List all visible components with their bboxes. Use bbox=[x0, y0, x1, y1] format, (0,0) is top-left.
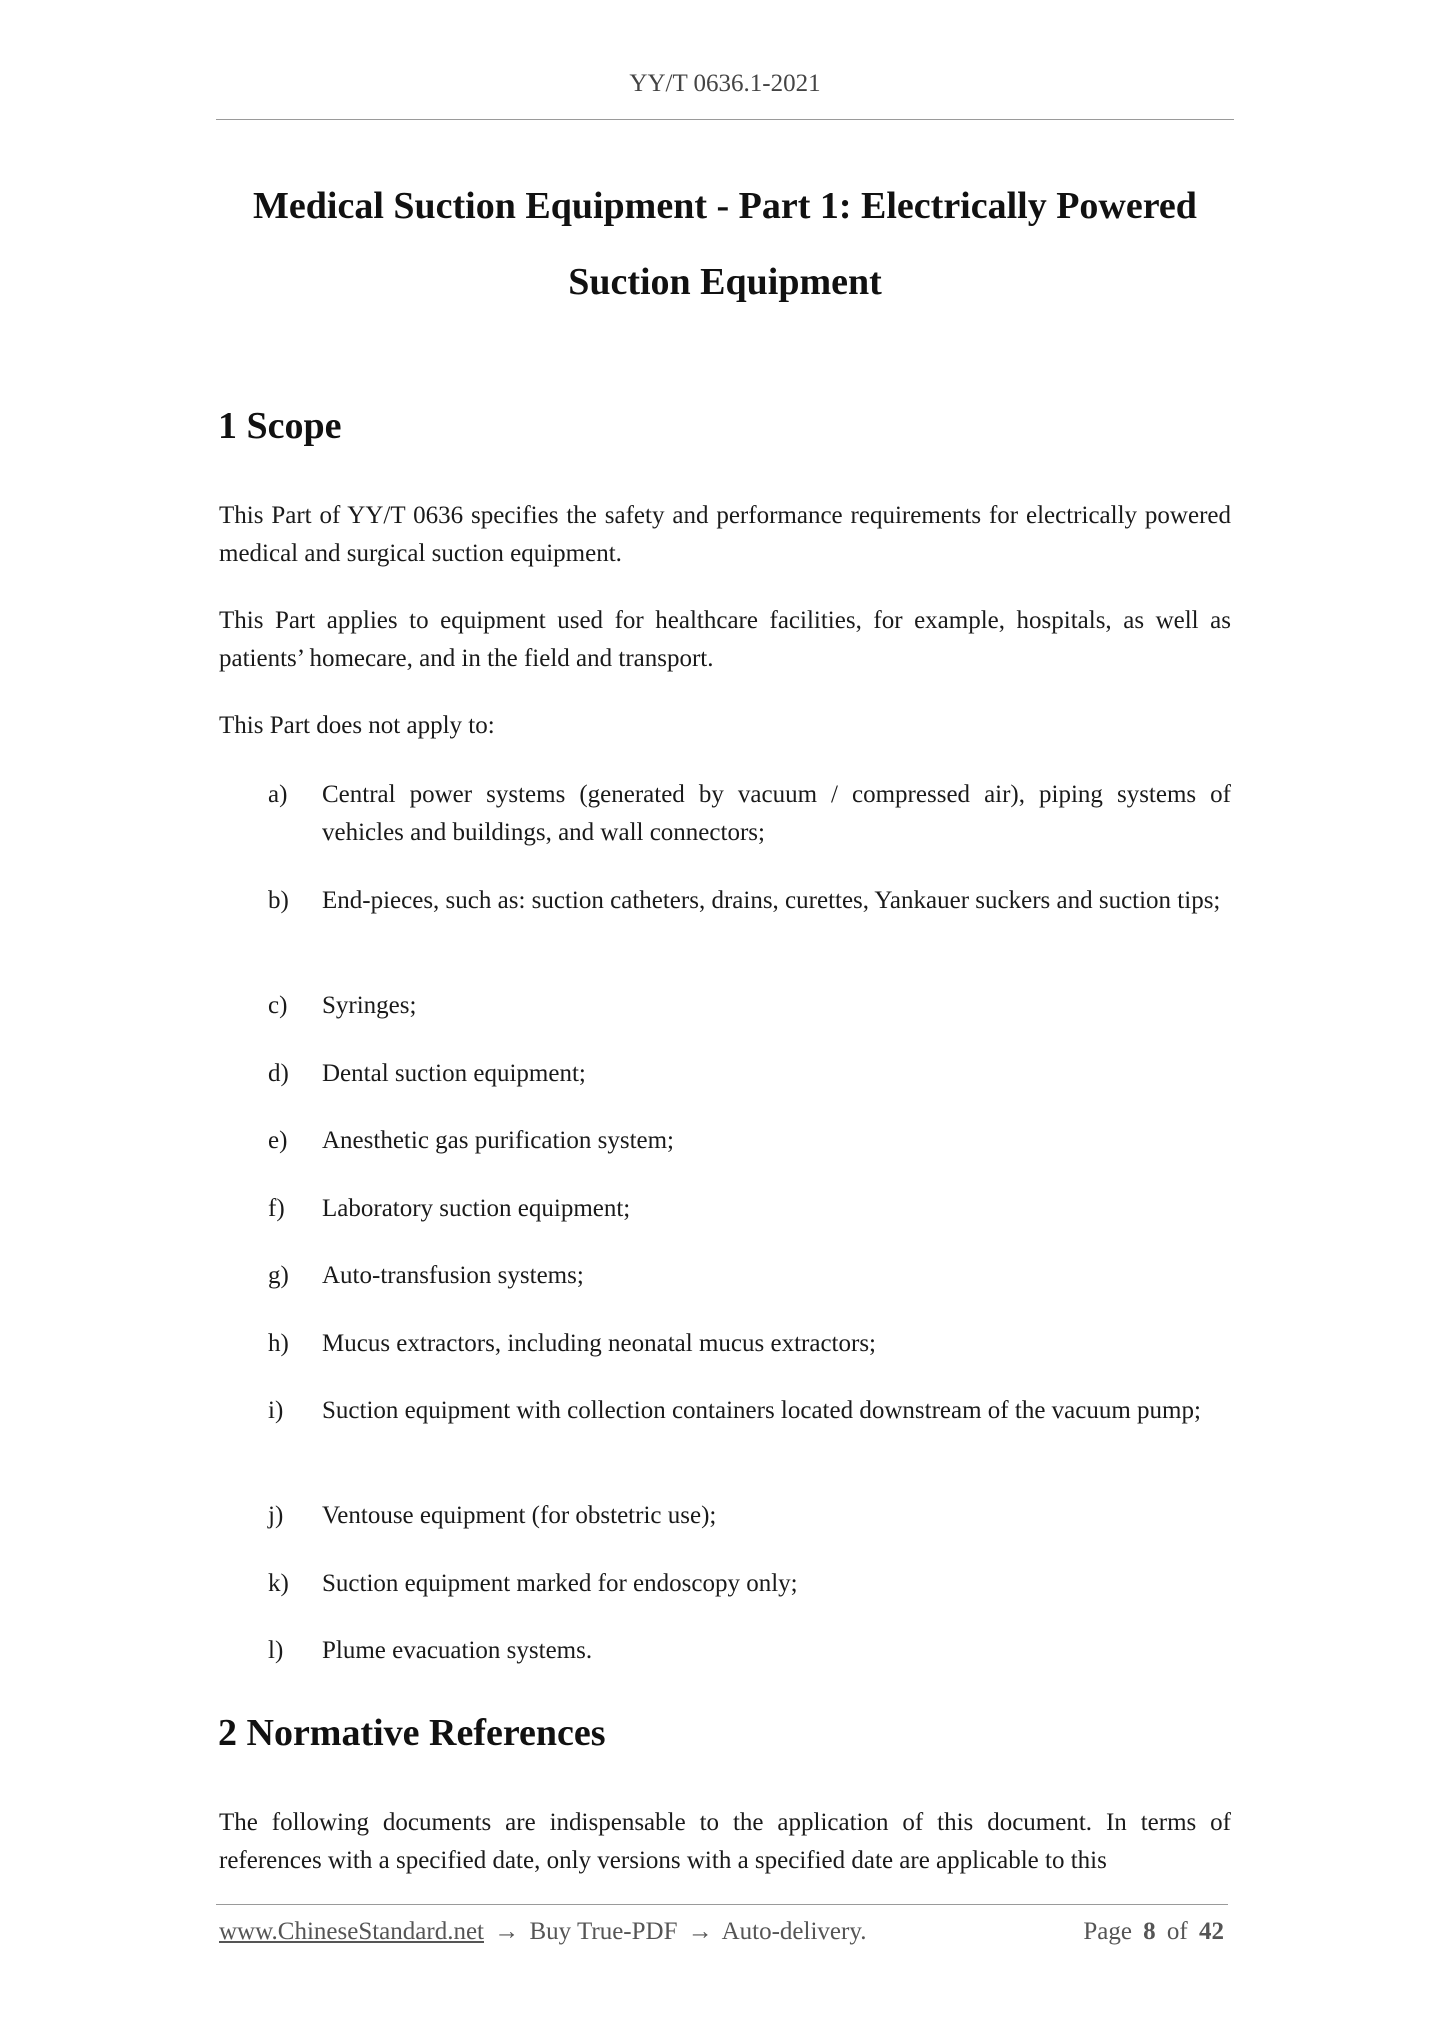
section-heading-scope: 1 Scope bbox=[218, 405, 342, 447]
exclusion-list-item-a bbox=[268, 776, 1231, 852]
list-marker: i) bbox=[268, 1397, 284, 1424]
page-of-label: of bbox=[1166, 1918, 1188, 1945]
list-marker: b) bbox=[268, 887, 289, 914]
list-marker: a) bbox=[268, 781, 288, 808]
exclusion-list-item-g bbox=[268, 1257, 1231, 1295]
list-marker: l) bbox=[268, 1637, 284, 1664]
list-item-text: Mucus extractors, including neonatal mucus extractors; bbox=[322, 1330, 877, 1357]
exclusion-list-item-k bbox=[268, 1565, 1231, 1603]
list-item-text: Auto-transfusion systems; bbox=[322, 1262, 584, 1289]
document-title-line-2: Suction Equipment bbox=[568, 261, 882, 303]
exclusion-list-item-e bbox=[268, 1122, 1231, 1160]
exclusion-list-item-i bbox=[268, 1392, 1231, 1430]
arrow-right-icon: → bbox=[494, 1918, 520, 1945]
site-link[interactable]: www.ChineseStandard.net bbox=[219, 1918, 484, 1945]
page-header-standard-code: YY/T 0636.1-2021 bbox=[629, 70, 821, 97]
list-marker: g) bbox=[268, 1262, 289, 1289]
exclusion-list-item-j bbox=[268, 1497, 1231, 1535]
list-marker: e) bbox=[268, 1127, 288, 1154]
section-heading-normative-references: 2 Normative References bbox=[218, 1712, 606, 1754]
list-item-text: Dental suction equipment; bbox=[322, 1060, 586, 1087]
document-title-line-1: Medical Suction Equipment - Part 1: Electrically Powered bbox=[253, 185, 1197, 227]
footer-divider bbox=[216, 1904, 1228, 1905]
page-label: Page bbox=[1083, 1918, 1132, 1945]
list-marker: h) bbox=[268, 1330, 289, 1357]
list-item-text: Plume evacuation systems. bbox=[322, 1637, 593, 1664]
exclusion-list-item-c bbox=[268, 987, 1231, 1025]
exclusion-list-item-l bbox=[268, 1632, 1231, 1670]
list-item-text: Anesthetic gas purification system; bbox=[322, 1127, 675, 1154]
list-marker: c) bbox=[268, 992, 288, 1019]
scope-paragraph-1: This Part of YY/T 0636 specifies the safety and performance requirements for electrically powered medical and surgical suction equipment. bbox=[219, 502, 1231, 567]
buy-true-pdf-text: Buy True-PDF bbox=[529, 1918, 678, 1945]
list-item-text: Ventouse equipment (for obstetric use); bbox=[322, 1502, 717, 1529]
exclusion-list-item-d bbox=[268, 1055, 1231, 1093]
exclusion-list-item-f bbox=[268, 1190, 1231, 1228]
scope-paragraph-3: This Part does not apply to: bbox=[219, 712, 495, 739]
exclusion-list-item-h bbox=[268, 1325, 1231, 1363]
list-item-text: End-pieces, such as: suction catheters, drains, curettes, Yankauer suckers and suction tips; bbox=[322, 887, 1221, 914]
auto-delivery-text: Auto-delivery. bbox=[721, 1918, 867, 1945]
document-title bbox=[216, 168, 1234, 320]
list-marker: d) bbox=[268, 1060, 289, 1087]
list-marker: j) bbox=[268, 1502, 284, 1529]
header-divider bbox=[216, 119, 1234, 120]
list-item-text: Laboratory suction equipment; bbox=[322, 1195, 631, 1222]
page-footer bbox=[219, 1918, 1229, 1946]
exclusion-list-item-b bbox=[268, 882, 1231, 920]
list-item-text: Central power systems (generated by vacuum / compressed air), piping systems of vehicles and buildings, and wall connectors; bbox=[322, 781, 1231, 846]
list-item-text: Suction equipment marked for endoscopy only; bbox=[322, 1570, 798, 1597]
list-marker: k) bbox=[268, 1570, 289, 1597]
list-item-text: Suction equipment with collection containers located downstream of the vacuum pump; bbox=[322, 1397, 1201, 1424]
page-number-indicator bbox=[1083, 1918, 1229, 1946]
normative-paragraph-1: The following documents are indispensable to the application of this document. In terms of references with a specified date, only versions with a specified date are applicable to this bbox=[219, 1809, 1231, 1874]
list-item-text: Syringes; bbox=[322, 992, 417, 1019]
list-marker: f) bbox=[268, 1195, 285, 1222]
arrow-right-icon: → bbox=[687, 1918, 713, 1945]
total-pages-number: 42 bbox=[1199, 1918, 1224, 1945]
current-page-number: 8 bbox=[1143, 1918, 1156, 1945]
scope-paragraph-2: This Part applies to equipment used for healthcare facilities, for example, hospitals, as well as patients’ homecare, and in the field and transport. bbox=[219, 607, 1231, 672]
